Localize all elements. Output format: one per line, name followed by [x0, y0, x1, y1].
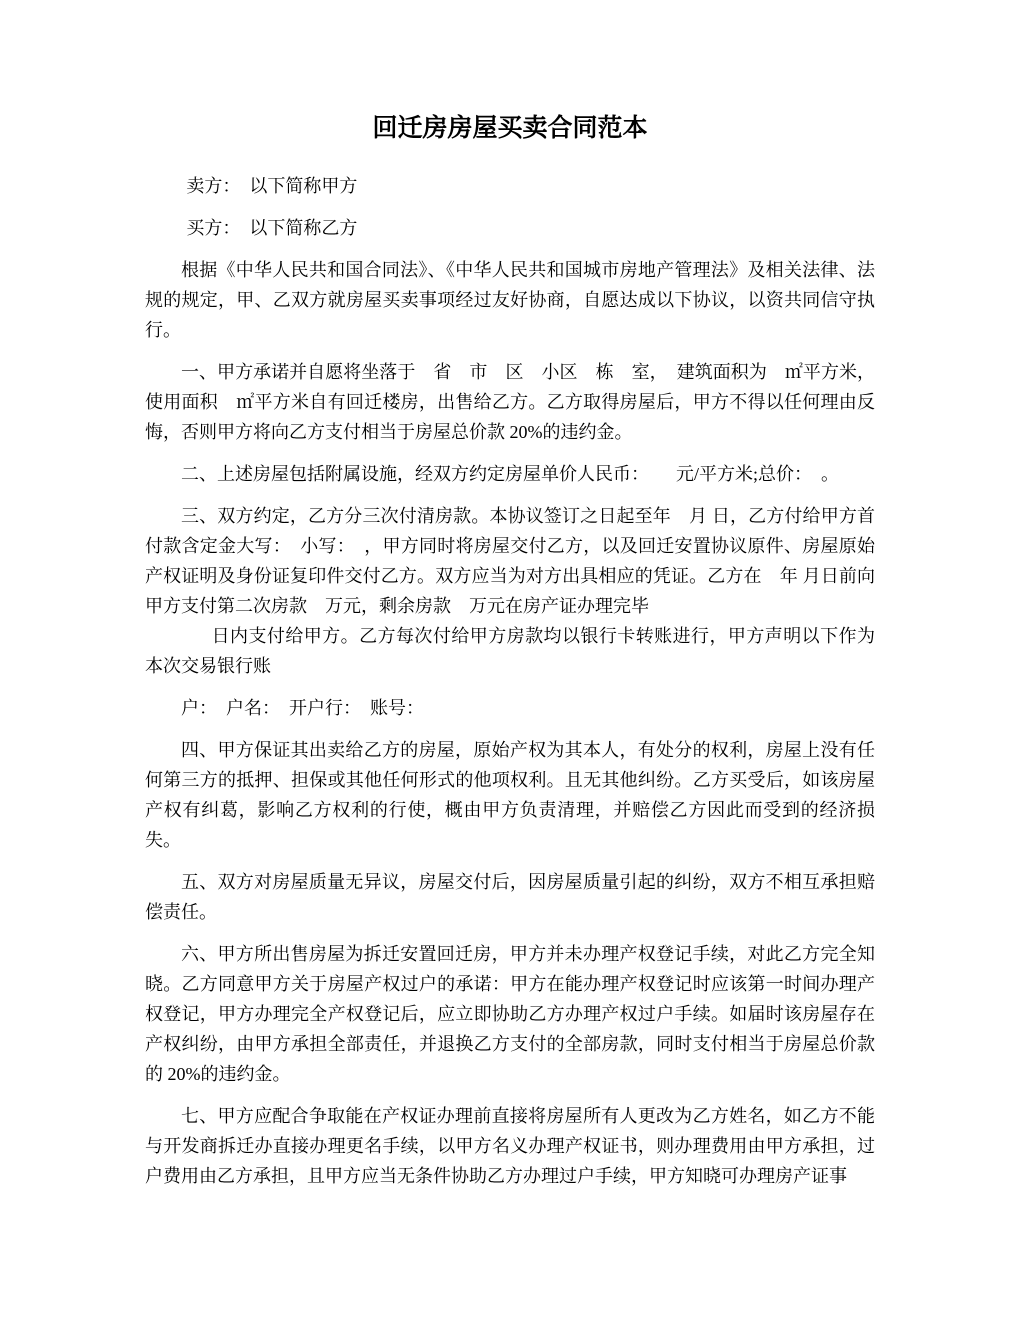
clause-3-continuation-paragraph: 日内支付给甲方。乙方每次付给甲方房款均以银行卡转账进行，甲方声明以下作为本次交易银行账	[145, 626, 875, 676]
clause-4-paragraph: 四、甲方保证其出卖给乙方的房屋，原始产权为其本人，有处分的权利，房屋上没有任何第三方的抵押、担保或其他任何形式的他项权利。且无其他纠纷。乙方买受后，如该房屋产权有纠葛，影响乙方权利的行使，概由甲方负责清理，并赔偿乙方因此而受到的经济损失。	[145, 740, 875, 850]
clause-1-paragraph: 一、甲方承诺并自愿将坐落于 省 市 区 小区 栋 室， 建筑面积为 ㎡平方米，使用面积 ㎡平方米自有回迁楼房，出售给乙方。乙方取得房屋后，甲方不得以任何理由反悔，否则甲方将向乙方支付相当于房屋总价款 20%的违约金。	[145, 362, 875, 442]
preamble-paragraph: 根据《中华人民共和国合同法》、《中华人民共和国城市房地产管理法》及相关法律、法规的规定，甲、乙双方就房屋买卖事项经过友好协商，自愿达成以下协议，以资共同信守执行。	[145, 260, 875, 340]
document-title: 回迁房房屋买卖合同范本	[372, 115, 648, 142]
bank-account-line: 户： 户名： 开户行： 账号：	[181, 698, 424, 718]
buyer-party-line: 买方： 以下简称乙方	[186, 218, 358, 238]
seller-party-line: 卖方： 以下简称甲方	[186, 176, 358, 196]
clause-3-paragraph: 三、双方约定，乙方分三次付清房款。本协议签订之日起至年 月 日，乙方付给甲方首付款含定金大写： 小写： ，甲方同时将房屋交付乙方，以及回迁安置协议原件、房屋原始产权证明及身份证复印件交付乙方。双方应当为对方出具相应的凭证。乙方在 年 月日前向甲方支付第二次房款 万元，剩余房款 万元在房产证办理完毕	[145, 506, 875, 616]
clause-7-paragraph: 七、甲方应配合争取能在产权证办理前直接将房屋所有人更改为乙方姓名，如乙方不能与开发商拆迁办直接办理更名手续，以甲方名义办理产权证书，则办理费用由甲方承担，过户费用由乙方承担，且甲方应当无条件协助乙方办理过户手续，甲方知晓可办理房产证事	[145, 1106, 875, 1186]
clause-6-paragraph: 六、甲方所出售房屋为拆迁安置回迁房，甲方并未办理产权登记手续，对此乙方完全知晓。乙方同意甲方关于房屋产权过户的承诺：甲方在能办理产权登记时应该第一时间办理产权登记，甲方办理完全产权登记后，应立即协助乙方办理产权过户手续。如届时该房屋存在产权纠纷，由甲方承担全部责任，并退换乙方支付的全部房款，同时支付相当于房屋总价款的 20%的违约金。	[145, 944, 875, 1084]
clause-5-paragraph: 五、双方对房屋质量无异议，房屋交付后，因房屋质量引起的纠纷，双方不相互承担赔偿责任。	[145, 872, 875, 922]
clause-2-paragraph: 二、上述房屋包括附属设施，经双方约定房屋单价人民币： 元/平方米;总价： 。	[181, 464, 839, 484]
